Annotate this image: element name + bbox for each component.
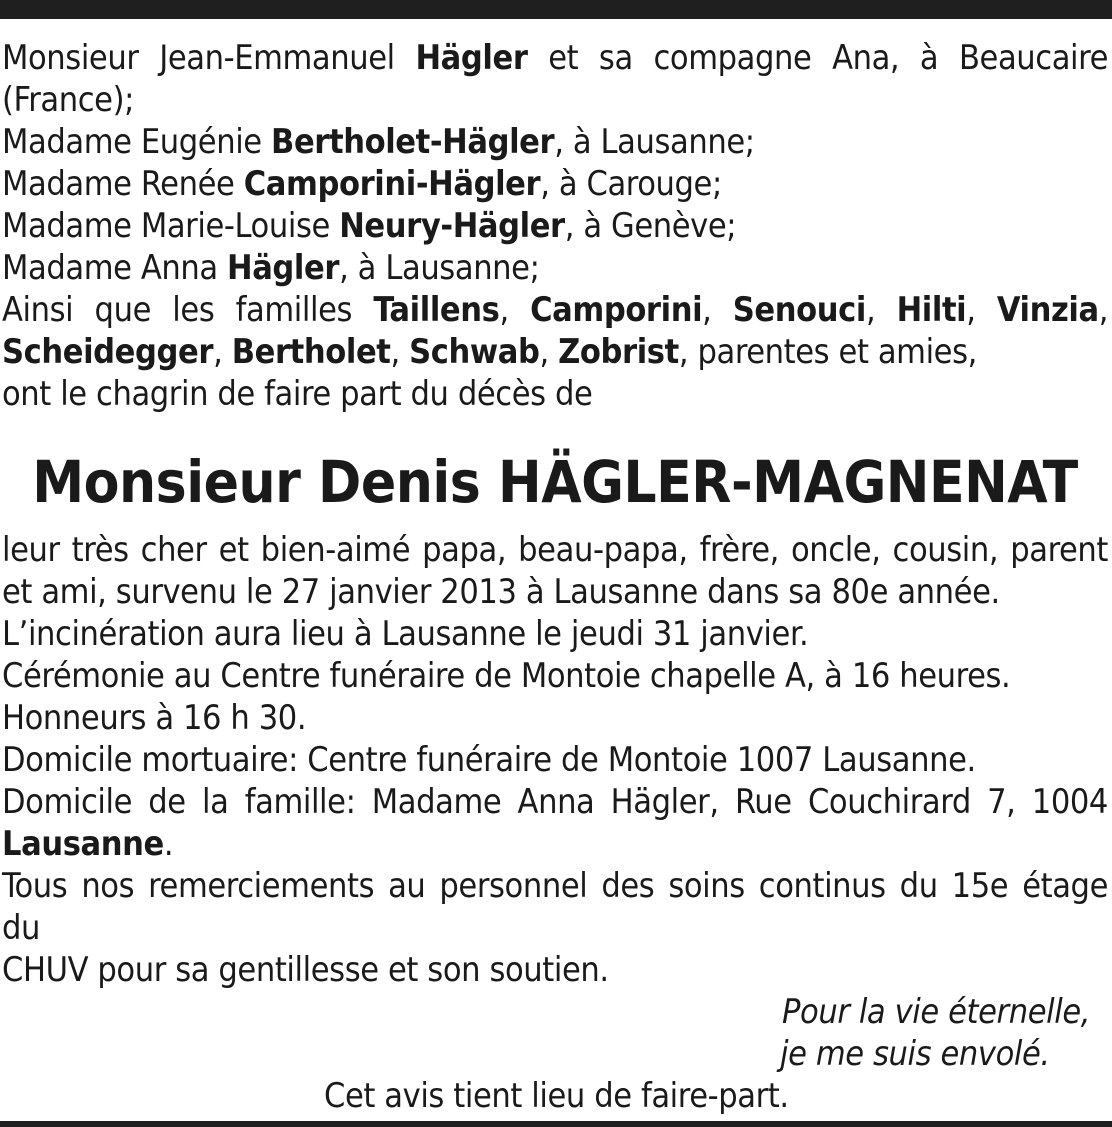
mourner-line [2, 37, 1108, 79]
families-line: Scheidegger, Bertholet, Schwab, Zobrist, parentes et amies, [2, 332, 977, 372]
top-rule [0, 0, 1112, 19]
quote-line: Pour la vie éternelle, [782, 992, 1091, 1032]
detail-line: Domicile mortuaire: Centre funéraire de Montoie 1007 Lausanne. [2, 740, 976, 780]
mourner-line: (France); [2, 80, 135, 120]
bottom-rule [0, 1121, 1112, 1127]
detail-line: leur très cher et bien-aimé papa, beau-papa, frère, oncle, cousin, parent [2, 530, 1108, 570]
detail-line: Honneurs à 16 h 30. [2, 698, 307, 738]
family-name: Camporini [530, 290, 703, 330]
mourner-line [2, 247, 1108, 289]
mourner-line [2, 121, 1108, 163]
mourner-text: Madame Renée [2, 164, 244, 204]
mourner-text: Ainsi que les familles [2, 290, 374, 330]
mourner-text: Madame Anna [2, 248, 227, 288]
mourner-line [2, 163, 1108, 205]
mourner-line [2, 205, 1108, 247]
family-name: Hilti [896, 290, 967, 330]
mourner-text: Madame Eugénie [2, 122, 272, 162]
mourner-text: , à Carouge; [540, 164, 722, 204]
mourner-text: , à Lausanne; [339, 248, 540, 288]
mourner-text: , parentes et amies, [678, 332, 977, 372]
family-name: Schwab [409, 332, 540, 372]
family-name: Bertholet [231, 332, 391, 372]
family-name: Scheidegger [2, 332, 214, 372]
detail-line: Tous nos remerciements au personnel des soins continus du 15e étage du [2, 866, 1108, 948]
mourner-text: Madame Marie-Louise [2, 206, 340, 246]
family-name: Bertholet-Hägler [271, 122, 555, 162]
family-name: Vinzia [996, 290, 1099, 330]
announcement-line: ont le chagrin de faire part du décès de [2, 374, 593, 414]
mourner-text: , à Genève; [564, 206, 737, 246]
family-name: Zobrist [558, 332, 679, 372]
closing-note: Cet avis tient lieu de faire-part. [324, 1076, 789, 1116]
mourner-text: Monsieur Jean-Emmanuel [2, 38, 416, 78]
detail-line: Domicile de la famille: Madame Anna Hägler, Rue Couchirard 7, 1004 [2, 782, 1108, 822]
city-name: Lausanne [2, 824, 164, 864]
family-name: Neury-Hägler [339, 206, 565, 246]
quote-line: je me suis envolé. [780, 1034, 1050, 1074]
families-line: Ainsi que les familles Taillens, Camporini, Senouci, Hilti, Vinzia, [2, 290, 1109, 330]
mourner-text: , à Lausanne; [554, 122, 755, 162]
family-name: Camporini-Hägler [243, 164, 541, 204]
detail-line: CHUV pour sa gentillesse et son soutien. [2, 950, 609, 990]
detail-line: L’incinération aura lieu à Lausanne le jeudi 31 janvier. [2, 614, 809, 654]
detail-text: . [163, 824, 174, 864]
family-name: Hägler [227, 248, 340, 288]
family-name: Hägler [415, 38, 528, 78]
obituary-notice [2, 37, 1108, 1117]
mourner-text: et sa compagne Ana, à Beaucaire [527, 38, 1108, 78]
detail-line: Cérémonie au Centre funéraire de Montoie chapelle A, à 16 heures. [2, 656, 1011, 696]
family-name: Taillens [373, 290, 500, 330]
detail-line [2, 823, 1108, 865]
detail-line: et ami, survenu le 27 janvier 2013 à Lausanne dans sa 80e année. [2, 572, 1000, 612]
deceased-name: Monsieur Denis HÄGLER-MAGNENAT [32, 448, 1078, 516]
family-name: Senouci [732, 290, 866, 330]
